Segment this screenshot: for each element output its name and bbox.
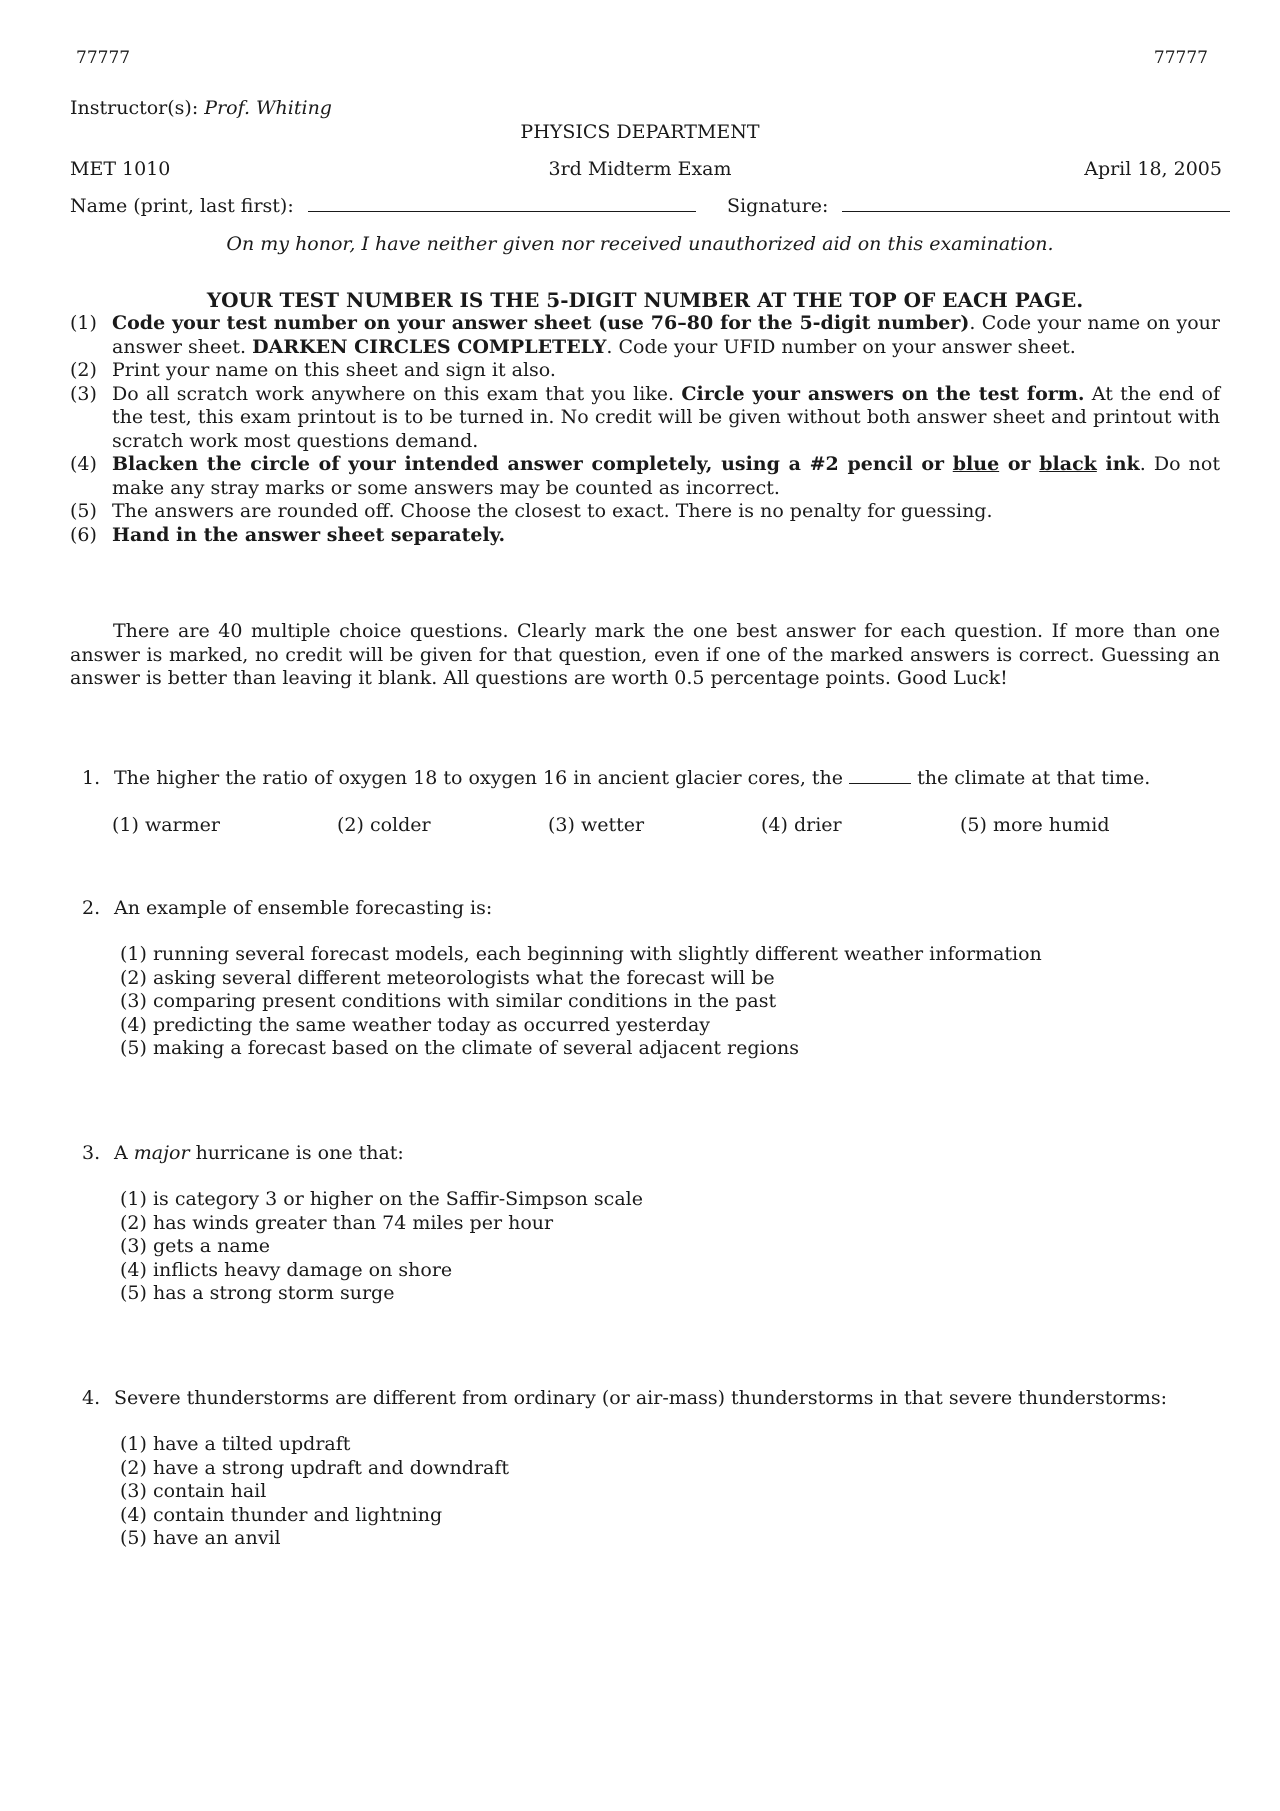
choice-2[interactable]: (2) asking several different meteorologists what the forecast will be <box>120 966 775 989</box>
question-2 <box>82 896 1222 1061</box>
test-number-left: 77777 <box>76 48 131 68</box>
question-stem: 3. A major hurricane is one that: <box>82 1142 404 1164</box>
instructor-label: Instructor(s): <box>70 97 199 119</box>
question-1 <box>82 766 1222 837</box>
question-number: 3. <box>82 1142 101 1164</box>
choice-5[interactable]: (5) more humid <box>960 814 1110 836</box>
choices <box>82 813 1222 837</box>
instructor-line <box>70 96 332 120</box>
instruction-item: (1) Code your test number on your answer sheet (use 76–80 for the 5-digit number). Code your name on your answer sheet. DARKEN CIRCLES COMPLETELY. Code your UFID number on your answer sheet. <box>70 312 1221 358</box>
choices <box>120 943 1222 1061</box>
question-number: 2. <box>82 897 101 919</box>
exam-date: April 18, 2005 <box>1084 158 1222 180</box>
choices <box>120 1433 1222 1551</box>
choice-2[interactable]: (2) has winds greater than 74 miles per hour <box>120 1211 554 1234</box>
name-blank-line[interactable] <box>308 195 696 212</box>
course-code: MET 1010 <box>70 158 171 180</box>
instructions <box>70 288 1220 547</box>
question-stem: 1. The higher the ratio of oxygen 18 to oxygen 16 in ancient glacier cores, the the climate at that time. <box>82 767 1151 789</box>
choice-3[interactable]: (3) gets a name <box>120 1235 270 1258</box>
choice-5[interactable]: (5) has a strong storm surge <box>120 1282 395 1305</box>
exam-title: 3rd Midterm Exam <box>548 158 732 180</box>
choice-4[interactable]: (4) drier <box>761 814 842 836</box>
signature-blank-line[interactable] <box>842 195 1230 212</box>
signature-field-row <box>727 194 1230 218</box>
choice-4[interactable]: (4) contain thunder and lightning <box>120 1503 443 1526</box>
choice-1[interactable]: (1) have a tilted updraft <box>120 1433 351 1455</box>
choice-2[interactable]: (2) have a strong updraft and downdraft <box>120 1456 510 1479</box>
instruction-item: (3) Do all scratch work anywhere on this exam that you like. Circle your answers on the test form. At the end of the test, this exam printout is to be turned in. No credit will be given without both answer sheet and printout with scratch work most questions demand. <box>70 382 1220 452</box>
instruction-item: (4) Blacken the circle of your intended answer completely, using a #2 pencil or blue or black ink. Do not make any stray marks or some answers may be counted as incorrect. <box>70 453 1220 499</box>
intro-paragraph: There are 40 multiple choice questions. Clearly mark the one best answer for each question. If more than one answer is marked, no credit will be given for that question, even if one of the marked answers is correct. Guessing an answer is better than leaving it blank. All questions are worth 0.5 percentage points. Good Luck! <box>70 620 1220 689</box>
fill-in-blank <box>849 767 911 784</box>
choice-5[interactable]: (5) have an anvil <box>120 1527 281 1550</box>
department-title: PHYSICS DEPARTMENT <box>520 121 760 143</box>
choice-3[interactable]: (3) comparing present conditions with similar conditions in the past <box>120 990 777 1013</box>
name-label: Name (print, last first): <box>70 195 294 217</box>
question-stem: 4. Severe thunderstorms are different from ordinary (or air-mass) thunderstorms in that severe thunderstorms: <box>82 1387 1168 1409</box>
choice-4[interactable]: (4) predicting the same weather today as occurred yesterday <box>120 1013 711 1036</box>
signature-label: Signature: <box>727 195 829 217</box>
choice-3[interactable]: (3) wetter <box>548 814 645 836</box>
question-stem: 2. An example of ensemble forecasting is: <box>82 897 493 919</box>
choices <box>120 1188 1222 1306</box>
choice-1[interactable]: (1) warmer <box>112 814 220 836</box>
instructions-heading: YOUR TEST NUMBER IS THE 5-DIGIT NUMBER AT THE TOP OF EACH PAGE. <box>206 288 1084 312</box>
question-number: 4. <box>82 1387 101 1409</box>
instruction-item: (6) Hand in the answer sheet separately. <box>70 523 506 546</box>
name-field-row <box>70 194 696 218</box>
choice-4[interactable]: (4) inflicts heavy damage on shore <box>120 1258 453 1281</box>
choice-3[interactable]: (3) contain hail <box>120 1480 267 1503</box>
choice-1[interactable]: (1) is category 3 or higher on the Saffir-Simpson scale <box>120 1188 643 1210</box>
question-number: 1. <box>82 767 101 789</box>
instructor-name: Prof. Whiting <box>204 97 332 119</box>
question-3 <box>82 1141 1222 1306</box>
choice-1[interactable]: (1) running several forecast models, each beginning with slightly different weather information <box>120 943 1042 965</box>
choice-5[interactable]: (5) making a forecast based on the climate of several adjacent regions <box>120 1037 800 1060</box>
honor-statement: On my honor, I have neither given nor received unauthorized aid on this examination. <box>226 233 1054 255</box>
choice-2[interactable]: (2) colder <box>337 814 431 836</box>
instruction-item: (5) The answers are rounded off. Choose the closest to exact. There is no penalty for guessing. <box>70 500 993 522</box>
instruction-item: (2) Print your name on this sheet and sign it also. <box>70 359 556 381</box>
test-number-right: 77777 <box>1153 48 1208 68</box>
question-4 <box>82 1386 1222 1551</box>
